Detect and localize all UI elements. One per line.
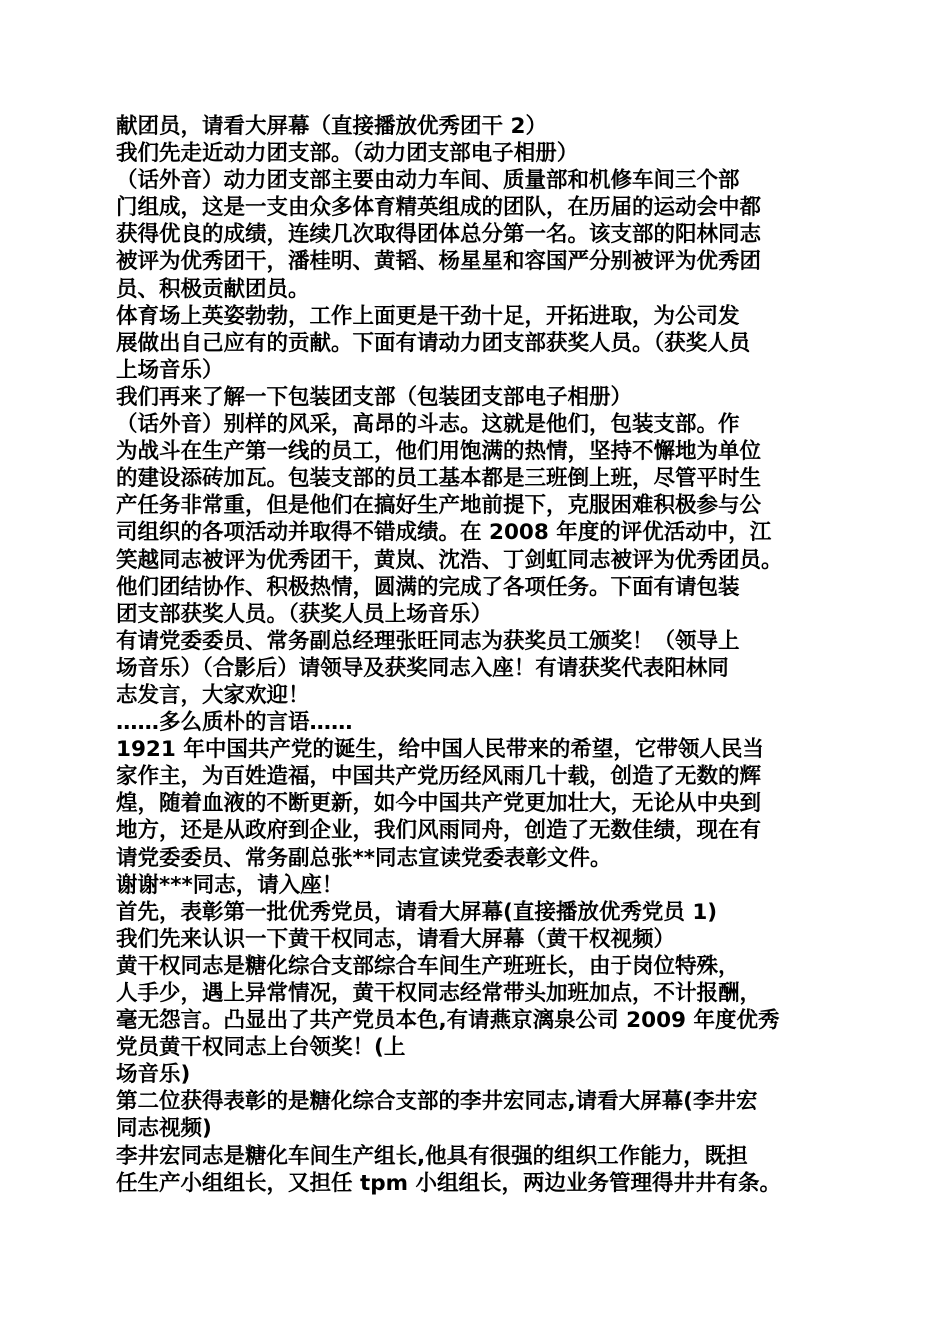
- text-line: 司组织的各项活动并取得不错成绩。在 2008 年度的评优活动中，江: [116, 520, 772, 546]
- text-line: 场音乐): [116, 1062, 191, 1088]
- text-line: 产任务非常重，但是他们在搞好生产地前提下，克服困难积极参与公: [116, 493, 762, 519]
- text-line: 为战斗在生产第一线的员工，他们用饱满的热情，坚持不懈地为单位: [116, 439, 762, 465]
- text-line: 1921 年中国共产党的诞生，给中国人民带来的希望，它带领人民当: [116, 737, 764, 763]
- text-line: 党员黄干权同志上台领奖！(上: [116, 1035, 406, 1061]
- text-line: 首先，表彰第一批优秀党员，请看大屏幕(直接播放优秀党员 1): [116, 899, 718, 925]
- text-line: 团支部获奖人员。（获奖人员上场音乐）: [116, 601, 493, 627]
- text-line: 体育场上英姿勃勃，工作上面更是干劲十足，开拓进取，为公司发: [116, 303, 740, 329]
- text-line: 获得优良的成绩，连续几次取得团体总分第一名。该支部的阳林同志: [116, 222, 762, 248]
- text-line: ……多么质朴的言语……: [116, 710, 353, 736]
- text-line: （话外音）动力团支部主要由动力车间、质量部和机修车间三个部: [116, 168, 740, 194]
- text-line: 上场音乐）: [116, 357, 224, 383]
- text-line: 被评为优秀团干，潘桂明、黄韬、杨星星和容国严分别被评为优秀团: [116, 249, 762, 275]
- text-line: 请党委委员、常务副总张**同志宣读党委表彰文件。: [116, 845, 612, 871]
- document-body: [116, 113, 846, 1197]
- text-line: 我们先走近动力团支部。（动力团支部电子相册）: [116, 141, 579, 167]
- text-line: 同志视频): [116, 1116, 212, 1142]
- text-line: 笑越同志被评为优秀团干，黄岚、沈浩、丁剑虹同志被评为优秀团员。: [116, 547, 783, 573]
- text-line: 门组成，这是一支由众多体育精英组成的团队，在历届的运动会中都: [116, 195, 762, 221]
- text-line: 献团员，请看大屏幕（直接播放优秀团干 2）: [116, 114, 547, 139]
- text-line: 我们再来了解一下包装团支部（包装团支部电子相册）: [116, 384, 633, 410]
- text-line: 有请党委委员、常务副总经理张旺同志为获奖员工颁奖！（领导上: [116, 628, 740, 654]
- text-line: 毫无怨言。凸显出了共产党员本色,有请燕京漓泉公司 2009 年度优秀: [116, 1008, 780, 1034]
- text-line: 谢谢***同志，请入座！: [116, 872, 344, 898]
- text-line: 他们团结协作、积极热情，圆满的完成了各项任务。下面有请包装: [116, 574, 740, 600]
- text-line: 志发言，大家欢迎！: [116, 682, 310, 708]
- text-line: 任生产小组组长，又担任 tpm 小组组长，两边业务管理得井井有条。: [116, 1170, 782, 1196]
- text-line: 展做出自己应有的贡献。下面有请动力团支部获奖人员。（获奖人员: [116, 330, 751, 356]
- text-line: 人手少，遇上异常情况，黄干权同志经常带头加班加点，不计报酬，: [116, 981, 762, 1006]
- text-line: 员、积极贡献团员。: [116, 276, 310, 302]
- text-line: 煌，随着血液的不断更新，如今中国共产党更加壮大，无论从中央到: [116, 791, 762, 817]
- text-line: 李井宏同志是糖化车间生产组长,他具有很强的组织工作能力，既担: [116, 1143, 748, 1169]
- text-line: （话外音）别样的风采，高昂的斗志。这就是他们，包装支部。作: [116, 412, 740, 438]
- text-line: 家作主，为百姓造福，中国共产党历经风雨几十载，创造了无数的辉: [116, 764, 762, 790]
- text-line: 场音乐）（合影后）请领导及获奖同志入座！有请获奖代表阳林同: [116, 655, 729, 681]
- text-line: 黄干权同志是糖化综合支部综合车间生产班班长，由于岗位特殊，: [116, 953, 740, 979]
- text-line: 的建设添砖加瓦。包装支部的员工基本都是三班倒上班，尽管平时生: [116, 466, 762, 492]
- text-line: 我们先来认识一下黄干权同志，请看大屏幕（黄干权视频）: [116, 926, 676, 952]
- text-line: 第二位获得表彰的是糖化综合支部的李井宏同志,请看大屏幕(李井宏: [116, 1089, 758, 1115]
- text-line: 地方，还是从政府到企业，我们风雨同舟，创造了无数佳绩，现在有: [116, 818, 762, 844]
